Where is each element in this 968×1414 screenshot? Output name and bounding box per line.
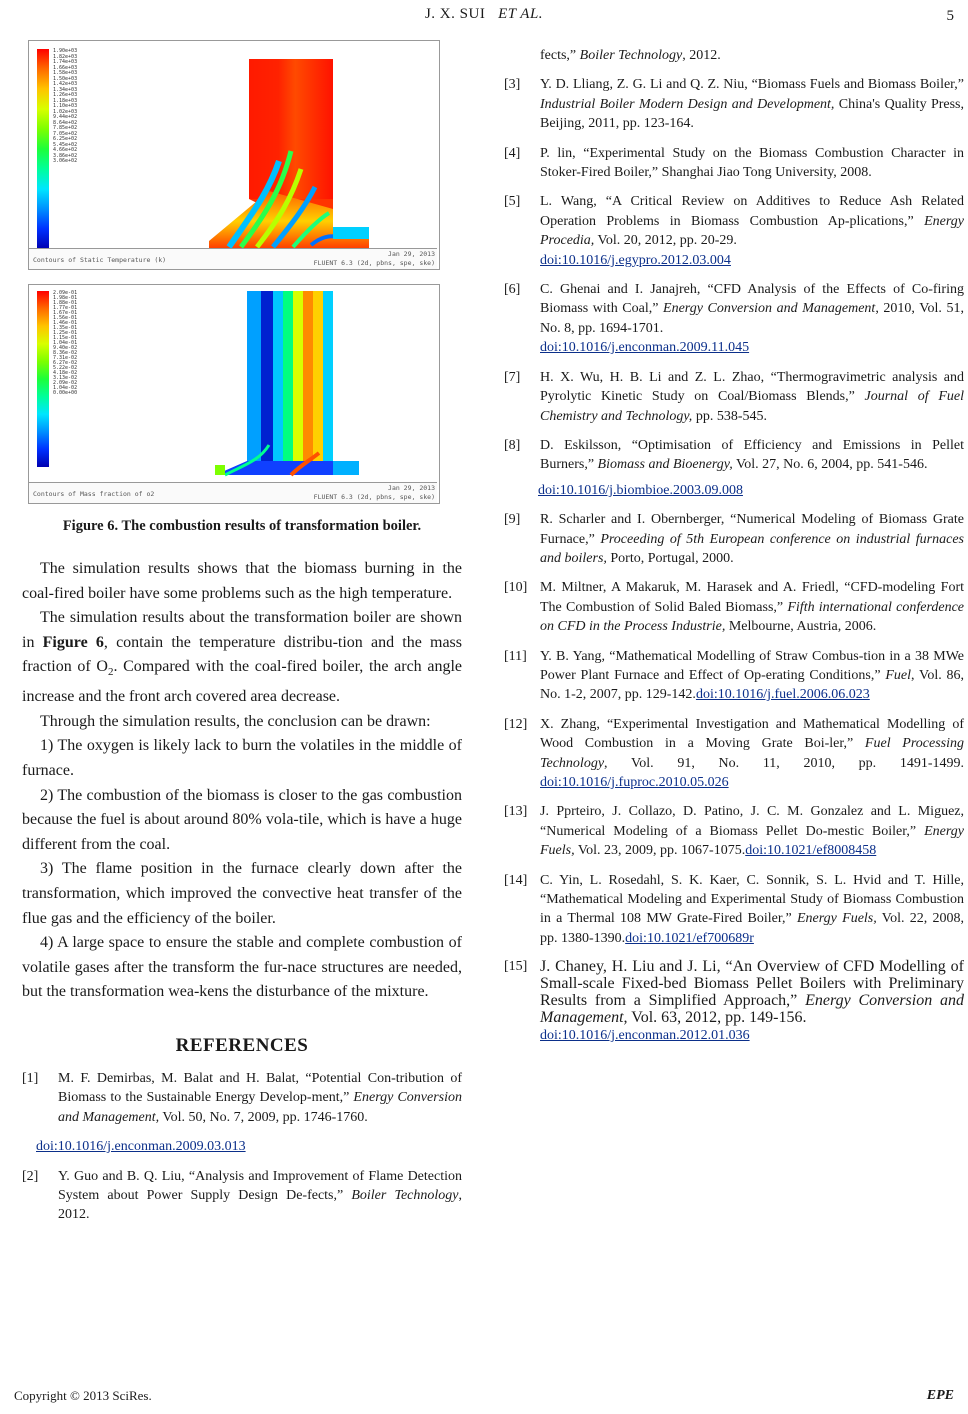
reference-8-doi-link[interactable]: doi:10.1016/j.biombioe.2003.09.008 xyxy=(538,482,743,498)
o2-contour-plot xyxy=(29,285,439,503)
reference-1: [1] M. F. Demirbas, M. Balat and H. Balat, “Potential Con-tribution of Biomass to the Sustainable Energy Develop-ment,” Energy Conversion and Management, Vol. 50, No. 7, 2009, pp. 1746-1760. xyxy=(22,1070,462,1125)
header-authors: J. X. SUI xyxy=(424,6,486,22)
header-etal: ET AL. xyxy=(498,6,544,22)
reference-9: [9] R. Scharler and I. Obernberger, “Numerical Modeling of Biomass Grate Furnace,” Proceeding of 5th European conference on industrial furnaces and boilers, Porto, Portugal, 2000. xyxy=(504,512,964,566)
paragraph-4: 1) The oxygen is likely lack to burn the volatiles in the middle of furnace. xyxy=(22,737,462,779)
footer-copyright: Copyright © 2013 SciRes. xyxy=(14,1388,152,1403)
o2-date: Jan 29, 2013 xyxy=(388,484,435,492)
running-header xyxy=(0,6,968,23)
reference-2: [2] Y. Guo and B. Q. Liu, “Analysis and Improvement of Flame Detection System about Power Supply Design De-fects,” Boiler Technology, 2012. xyxy=(22,1168,462,1223)
o2-solver: FLUENT 6.3 (2d, pbns, spe, ske) xyxy=(313,493,435,501)
reference-1-doi-link[interactable]: doi:10.1016/j.enconman.2009.03.013 xyxy=(36,1139,246,1155)
o2-caption: Contours of Mass fraction of o2 xyxy=(33,490,155,498)
reference-8: [8] D. Eskilsson, “Optimisation of Efficiency and Emissions in Pellet Burners,” Biomass and Bioenergy, Vol. 27, No. 6, 2004, pp. 541-546. xyxy=(504,437,964,473)
paragraph-6: 3) The flame position in the furnace clearly down after the transformation, which improved the convective heat transfer of the flue gas and the efficiency of the boiler. xyxy=(22,860,462,927)
references-heading: REFERENCES xyxy=(175,1034,309,1056)
temperature-contour-plot xyxy=(29,41,439,269)
figure-caption: Figure 6. The combustion results of transformation boiler. xyxy=(62,518,422,534)
reference-13: [13] J. Pprteiro, J. Collazo, D. Patino, J. C. M. Gonzalez and L. Miguez, “Numerical Modeling of a Biomass Pellet Do-mestic Boiler,” Energy Fuels, Vol. 23, 2009, pp. 1067-1075.doi:10.1021/ef8008458 xyxy=(504,804,964,859)
temperature-date: Jan 29, 2013 xyxy=(388,250,435,258)
reference-5-doi-link[interactable]: doi:10.1016/j.egypro.2012.03.004 xyxy=(540,252,731,268)
reference-6-doi-link[interactable]: doi:10.1016/j.enconman.2009.11.045 xyxy=(540,340,750,356)
reference-12-doi-link[interactable]: doi:10.1016/j.fuproc.2010.05.026 xyxy=(540,775,729,790)
footer-journal: EPE xyxy=(926,1388,954,1403)
paragraph-5: 2) The combustion of the biomass is closer to the gas combustion because the fuel is about around 80% vola-tile, which is have a huge different from the coal. xyxy=(22,786,462,853)
reference-5: [5] L. Wang, “A Critical Review on Additives to Reduce Ash Related Operation Problems in Biomass Combustion Ap-plications,” Energy Procedia, Vol. 20, 2012, pp. 20-29. doi:10.1016/j.egypro.2012.03.004 xyxy=(504,194,964,268)
page-number: 5 xyxy=(946,8,954,24)
reference-6: [6] C. Ghenai and I. Janajreh, “CFD Analysis of the Effects of Co-firing Biomass with Coal,” Energy Conversion and Management, 2010, Vol. 51, No. 8, pp. 1694-1701. doi:10.1016/j.enconman.2009.11.045 xyxy=(504,282,964,356)
reference-7: [7] H. X. Wu, H. B. Li and Z. L. Zhao, “Thermogravimetric analysis and Pyrolytic Kinetic Study on Coal/Biomass Blends,” Journal of Fuel Chemistry and Technology, pp. 538-545. xyxy=(504,369,964,424)
temperature-caption: Contours of Static Temperature (k) xyxy=(33,256,167,264)
paragraph-1: The simulation results shows that the biomass burning in the coal-fired boiler have some problems such as the high temperature. xyxy=(22,560,462,602)
temperature-solver: FLUENT 6.3 (2d, pbns, spe, ske) xyxy=(313,259,435,267)
reference-15-doi-link[interactable]: doi:10.1016/j.enconman.2012.01.036 xyxy=(540,1028,750,1044)
left-column xyxy=(22,40,462,1235)
figure-panel-o2 xyxy=(28,284,440,504)
reference-15: [15] J. Chaney, H. Liu and J. Li, “An Overview of CFD Modelling of Small-scale Fixed-bed Biomass Pellet Boilers with Preliminary Results from a Simplified Approach,” Energy Conversion and Management, Vol. 63, 2012, pp. 149-156. doi:10.1016/j.enconman.2012.01.036 xyxy=(504,958,964,1044)
reference-4: [4] P. lin, “Experimental Study on the Biomass Combustion Character in Stoker-Fired Boiler,” Shanghai Jiao Tong University, 2008. xyxy=(504,145,964,181)
reference-14: [14] C. Yin, L. Rosedahl, S. K. Kaer, C. Sonnik, S. L. Hvid and T. Hille, “Mathematical Modeling and Experimental Study of Biomass Combustion in a Thermal 108 MW Grate-Fired Boiler,” Energy Fuels, Vol. 22, 2008, pp. 1380-1390.doi:10.1021/ef700689r xyxy=(504,872,964,946)
temperature-legend: 1.90e+03 1.82e+03 1.74e+03 1.66e+03 1.58e+03 1.50e+03 1.42e+03 1.34e+03 1.26e+03 1.18e+03 1.10e+03 1.02e+03 9.44e+02 8.64e+02 7.85e+02 7.05e+02 6.25e+02 5.45e+02 4.66e+02 3.86e+02 3.06e+02 xyxy=(53,48,78,164)
paragraph-7: 4) A large space to ensure the stable and complete combustion of volatile gases after the transform the fur-nace structures are needed, but the transformation wea-kens the disturbance of the mixture. xyxy=(22,934,462,1001)
paragraph-3: Through the simulation results, the conclusion can be drawn: xyxy=(40,712,431,730)
figure-panel-temperature xyxy=(28,40,440,270)
right-column xyxy=(504,48,965,1054)
reference-11-doi-link[interactable]: doi:10.1016/j.fuel.2006.06.023 xyxy=(695,687,870,703)
o2-legend: 2.09e-01 1.98e-01 1.88e-01 1.77e-01 1.67e-01 1.56e-01 1.46e-01 1.35e-01 1.25e-01 1.15e-01 1.04e-01 9.40e-02 8.36e-02 7.31e-02 6.27e-02 5.22e-02 4.18e-02 3.13e-02 2.09e-02 1.04e-02 0.00e+00 xyxy=(53,290,78,396)
paragraph-2: The simulation results about the transformation boiler are shown in Figure 6, contain the temperature distribu-tion and the mass fraction of $O_2$. Compared with the coal-fired boiler, the arch angle increase and the front arch covered area decrease. xyxy=(22,609,463,706)
reference-3: [3] Y. D. Lliang, Z. G. Li and Q. Z. Niu, “Biomass Fuels and Biomass Boiler,” Industrial Boiler Modern Design and Development, China's Quality Press, Beijing, 2011, pp. 123-164. xyxy=(504,77,964,132)
reference-2-continued: fects,” Boiler Technology, 2012. xyxy=(540,48,721,63)
reference-12: [12] X. Zhang, “Experimental Investigation and Mathematical Modelling of Wood Combustion in a Moving Grate Boi-ler,” Fuel Processing Technology, Vol. 91, No. 11, 2010, pp. 1491-1499. doi:10.1016/j.fuproc.2010.05.026 xyxy=(504,716,964,790)
reference-13-doi-link[interactable]: doi:10.1021/ef8008458 xyxy=(745,843,877,859)
reference-14-doi-link[interactable]: doi:10.1021/ef700689r xyxy=(625,930,754,946)
reference-10: [10] M. Miltner, A Makaruk, M. Harasek and A. Friedl, “CFD-modeling Fort The Combustion of Solid Baled Biomass,” Fifth international conferdence on CFD in the Process Industrie, Melbourne, Austria, 2006. xyxy=(504,580,965,635)
reference-11: [11] Y. B. Yang, “Mathematical Modelling of Straw Combus-tion in a 38 MWe Power Plant Furnace and Effect of Op-erating Conditions,” Fuel, Vol. 86, No. 1-2, 2007, pp. 129-142.doi:10.1016/j.fuel.2006.06.023 xyxy=(504,648,964,703)
